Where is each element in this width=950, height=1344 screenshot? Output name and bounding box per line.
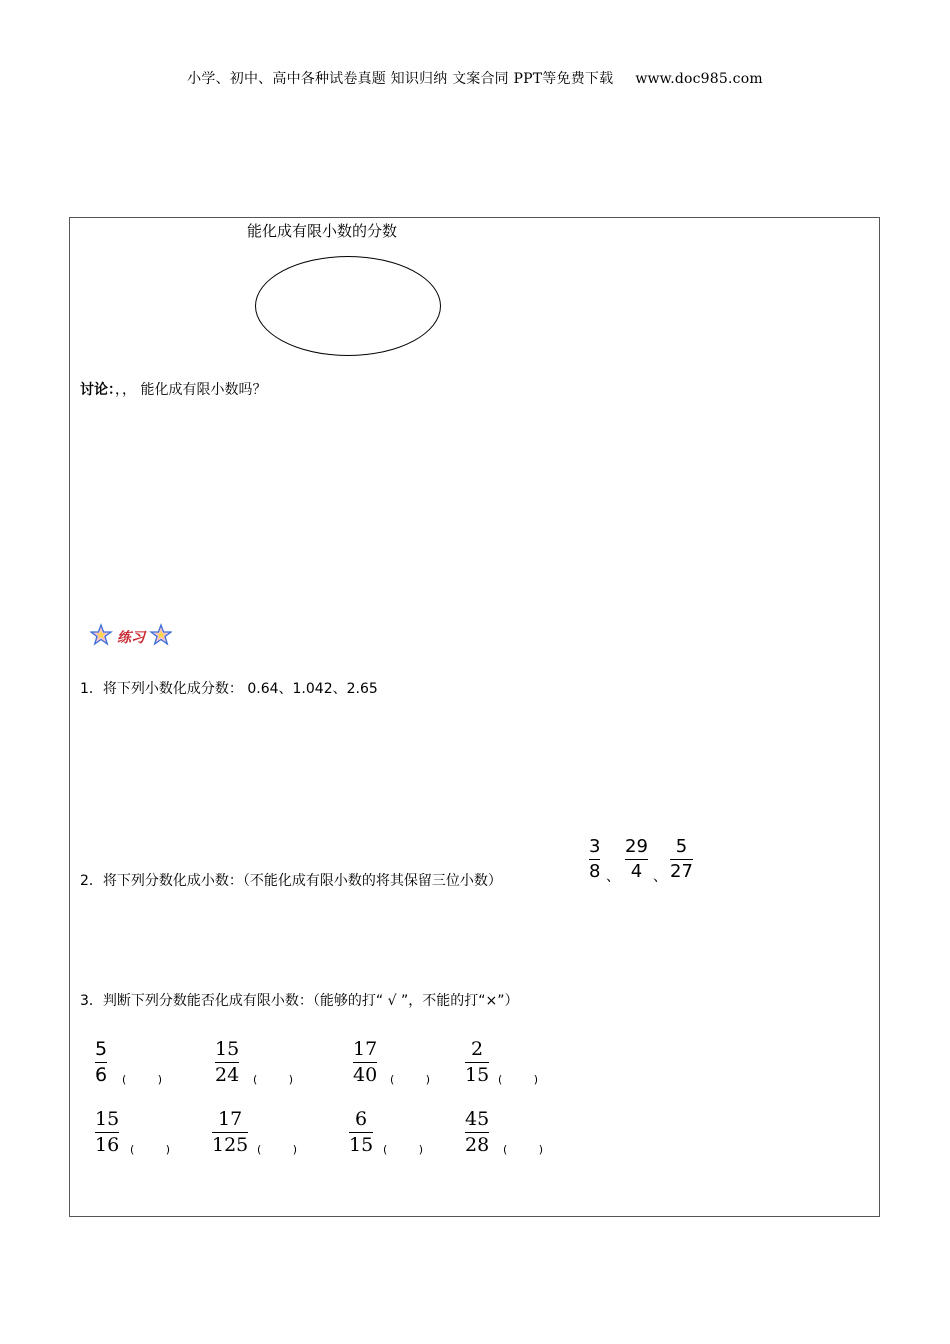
worksheet-frame (69, 217, 880, 1217)
denominator: 16 (95, 1134, 120, 1157)
answer-blank[interactable]: ( ) (122, 1073, 163, 1086)
separator: 、 (606, 869, 620, 885)
page-header (0, 68, 950, 88)
numerator: 6 (355, 1108, 368, 1130)
answer-blank[interactable]: ( ) (253, 1073, 294, 1086)
fraction-bar (349, 1132, 373, 1133)
denominator: 125 (212, 1134, 249, 1157)
answer-ellipse (255, 256, 441, 356)
fraction-bar (95, 1062, 107, 1063)
fraction-bar (215, 1062, 239, 1063)
answer-blank[interactable]: ( ) (390, 1073, 431, 1086)
fraction-bar (465, 1132, 489, 1133)
denominator: 8 (589, 861, 601, 883)
numerator: 29 (625, 836, 648, 857)
numerator: 5 (95, 1038, 108, 1060)
answer-blank[interactable]: ( ) (498, 1073, 539, 1086)
fraction-bar (212, 1132, 248, 1133)
numerator: 17 (218, 1108, 243, 1130)
denominator: 15 (465, 1064, 490, 1087)
practice-label: 练习 (117, 630, 145, 646)
numerator: 3 (589, 836, 601, 857)
fraction (465, 1110, 489, 1155)
fraction-bar (95, 1132, 119, 1133)
practice-badge (90, 623, 172, 649)
fraction (589, 838, 600, 881)
fraction (95, 1040, 107, 1085)
denominator: 28 (465, 1134, 490, 1157)
denominator: 27 (670, 861, 693, 883)
denominator: 15 (349, 1134, 374, 1157)
question-1: 1．将下列小数化成分数： 0.64、1.042、2.65 (80, 681, 378, 697)
answer-blank[interactable]: ( ) (257, 1143, 298, 1156)
ellipse-title: 能化成有限小数的分数 (247, 222, 398, 240)
discussion-line (80, 379, 266, 399)
fraction (349, 1110, 373, 1155)
fraction (353, 1040, 377, 1085)
answer-blank[interactable]: ( ) (383, 1143, 424, 1156)
fraction (95, 1110, 119, 1155)
denominator: 24 (215, 1064, 240, 1087)
fraction-bar (670, 859, 693, 860)
fraction (625, 838, 648, 881)
question-3: 3．判断下列分数能否化成有限小数：（能够的打“ √ ”，不能的打“×”） (80, 993, 519, 1009)
denominator: 6 (95, 1064, 108, 1087)
fraction-bar (465, 1062, 489, 1063)
fraction (670, 838, 693, 881)
fraction (212, 1110, 248, 1155)
fraction (465, 1040, 489, 1085)
fraction-bar (625, 859, 648, 860)
numerator: 2 (471, 1038, 484, 1060)
star-icon (90, 623, 172, 649)
numerator: 17 (353, 1038, 378, 1060)
fraction-bar (589, 859, 600, 860)
question-2: 2．将下列分数化成小数：（不能化成有限小数的将其保留三位小数） (80, 873, 502, 889)
fraction (215, 1040, 239, 1085)
numerator: 15 (215, 1038, 240, 1060)
header-site: www.doc985.com (635, 71, 763, 87)
denominator: 40 (353, 1064, 378, 1087)
numerator: 5 (675, 836, 688, 857)
numerator: 45 (465, 1108, 490, 1130)
discussion-label: 讨论： (80, 382, 115, 398)
fraction-bar (353, 1062, 377, 1063)
separator: 、 (653, 869, 667, 885)
header-text: 小学、初中、高中各种试卷真题 知识归纳 文案合同 PPT等免费下载 (187, 71, 614, 87)
discussion-text: ，， 能化成有限小数吗？ (115, 382, 267, 398)
denominator: 4 (630, 861, 643, 883)
answer-blank[interactable]: ( ) (503, 1143, 544, 1156)
answer-blank[interactable]: ( ) (130, 1143, 171, 1156)
numerator: 15 (95, 1108, 120, 1130)
